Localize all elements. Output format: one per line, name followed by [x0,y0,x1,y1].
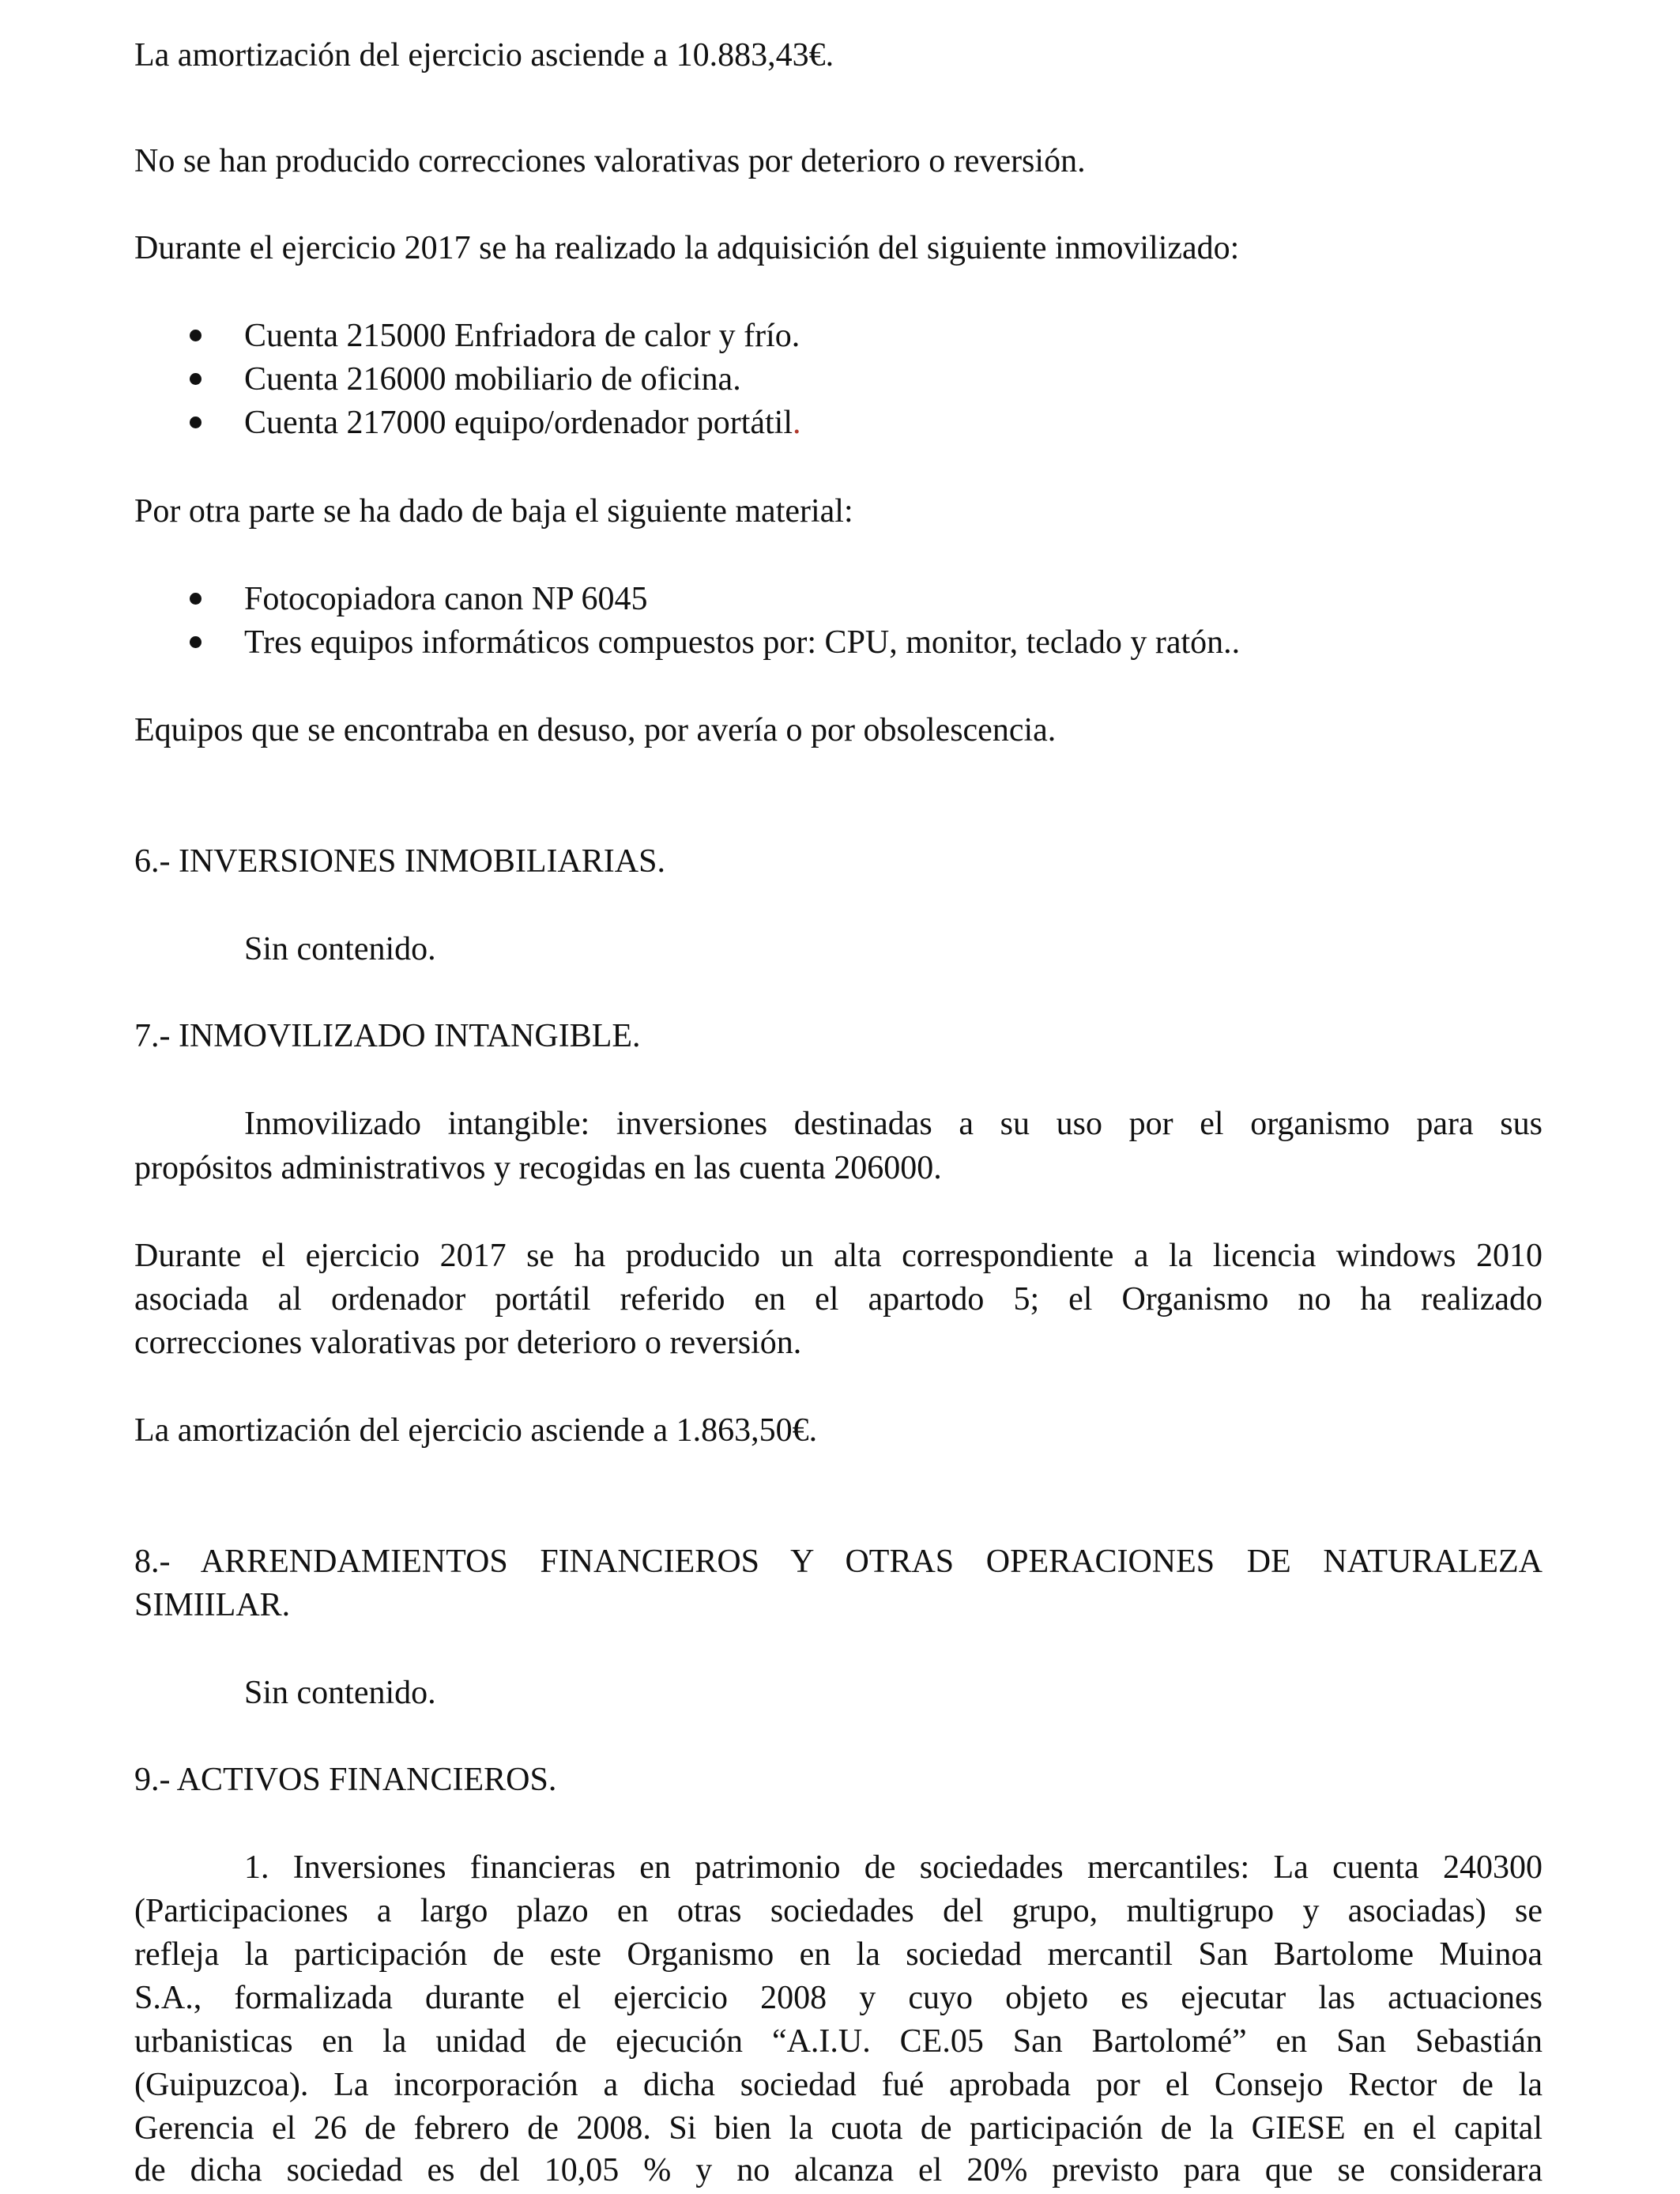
acquisition-item-text [244,401,801,445]
acquisition-item-text: Cuenta 215000 Enfriadora de calor y frío. [244,318,800,354]
section-9-paragraph-line: de dicha sociedad es del 10,05 % y no alcanza el 20% previsto para que se considerara [134,2152,1543,2188]
section-9-paragraph-line: refleja la participación de este Organismo en la sociedad mercantil San Bartolome Muinoa [134,1936,1543,1973]
unused-equipment-line: Equipos que se encontraba en desuso, por avería o por obsolescencia. [134,712,1057,748]
section-6-heading: 6.- INVERSIONES INMOBILIARIAS. [134,843,665,880]
section-8-heading: 8.- ARRENDAMIENTOS FINANCIEROS Y OTRAS OPERACIONES DE NATURALEZA [134,1544,1543,1580]
removal-item-text: Tres equipos informáticos compuestos por: CPU, monitor, teclado y ratón.. [244,624,1241,661]
bullet-icon [190,330,202,341]
acquisition-intro: Durante el ejercicio 2017 se ha realizado la adquisición del siguiente inmovilizado: [134,230,1240,266]
section-7-paragraph-1-line: propósitos administrativos y recogidas en las cuenta 206000. [134,1150,942,1186]
section-7-paragraph-2-line: asociada al ordenador portátil referido en el apartodo 5; el Organismo no ha realizado [134,1281,1543,1318]
section-9-paragraph-line: Gerencia el 26 de febrero de 2008. Si bien la cuota de participación de la GIESE en el capital [134,2110,1543,2147]
section-9-paragraph-line: (Guipuzcoa). La incorporación a dicha sociedad fué aprobada por el Consejo Rector de la [134,2067,1543,2103]
section-8-body: Sin contenido. [244,1675,436,1711]
bullet-icon [190,373,202,385]
bullet-icon [190,593,202,605]
section-7-amortization: La amortización del ejercicio asciende a 1.863,50€. [134,1412,818,1449]
bullet-icon [190,636,202,648]
no-corrections-line: No se han producido correcciones valorativas por deterioro o reversión. [134,143,1086,179]
removal-item-text: Fotocopiadora canon NP 6045 [244,581,648,617]
trailing-period: . [793,405,801,441]
amortization-line: La amortización del ejercicio asciende a 10.883,43€. [134,37,834,74]
section-8-heading-cont: SIMIILAR. [134,1587,291,1623]
section-7-paragraph-1-line: Inmovilizado intangible: inversiones destinadas a su uso por el organismo para sus [244,1106,1543,1142]
section-9-paragraph-line: 1. Inversiones financieras en patrimonio de sociedades mercantiles: La cuenta 240300 [244,1849,1543,1886]
section-7-paragraph-2-line: Durante el ejercicio 2017 se ha producido un alta correspondiente a la licencia windows 2010 [134,1238,1543,1274]
removal-intro: Por otra parte se ha dado de baja el siguiente material: [134,493,853,530]
section-6-body: Sin contenido. [244,931,436,967]
section-9-paragraph-line: S.A., formalizada durante el ejercicio 2008 y cuyo objeto es ejecutar las actuaciones [134,1980,1543,2016]
section-9-paragraph-line: urbanisticas en la unidad de ejecución “A.I.U. CE.05 San Bartolomé” en San Sebastián [134,2023,1543,2060]
section-7-heading: 7.- INMOVILIZADO INTANGIBLE. [134,1018,641,1054]
acquisition-item-label: Cuenta 217000 equipo/ordenador portátil [244,405,793,441]
section-9-heading: 9.- ACTIVOS FINANCIEROS. [134,1762,557,1798]
section-9-paragraph-line: (Participaciones a largo plazo en otras sociedades del grupo, multigrupo y asociadas) se [134,1893,1543,1929]
bullet-icon [190,417,202,428]
section-7-paragraph-2-line: correcciones valorativas por deterioro o reversión. [134,1325,802,1361]
acquisition-item-text: Cuenta 216000 mobiliario de oficina. [244,361,741,398]
